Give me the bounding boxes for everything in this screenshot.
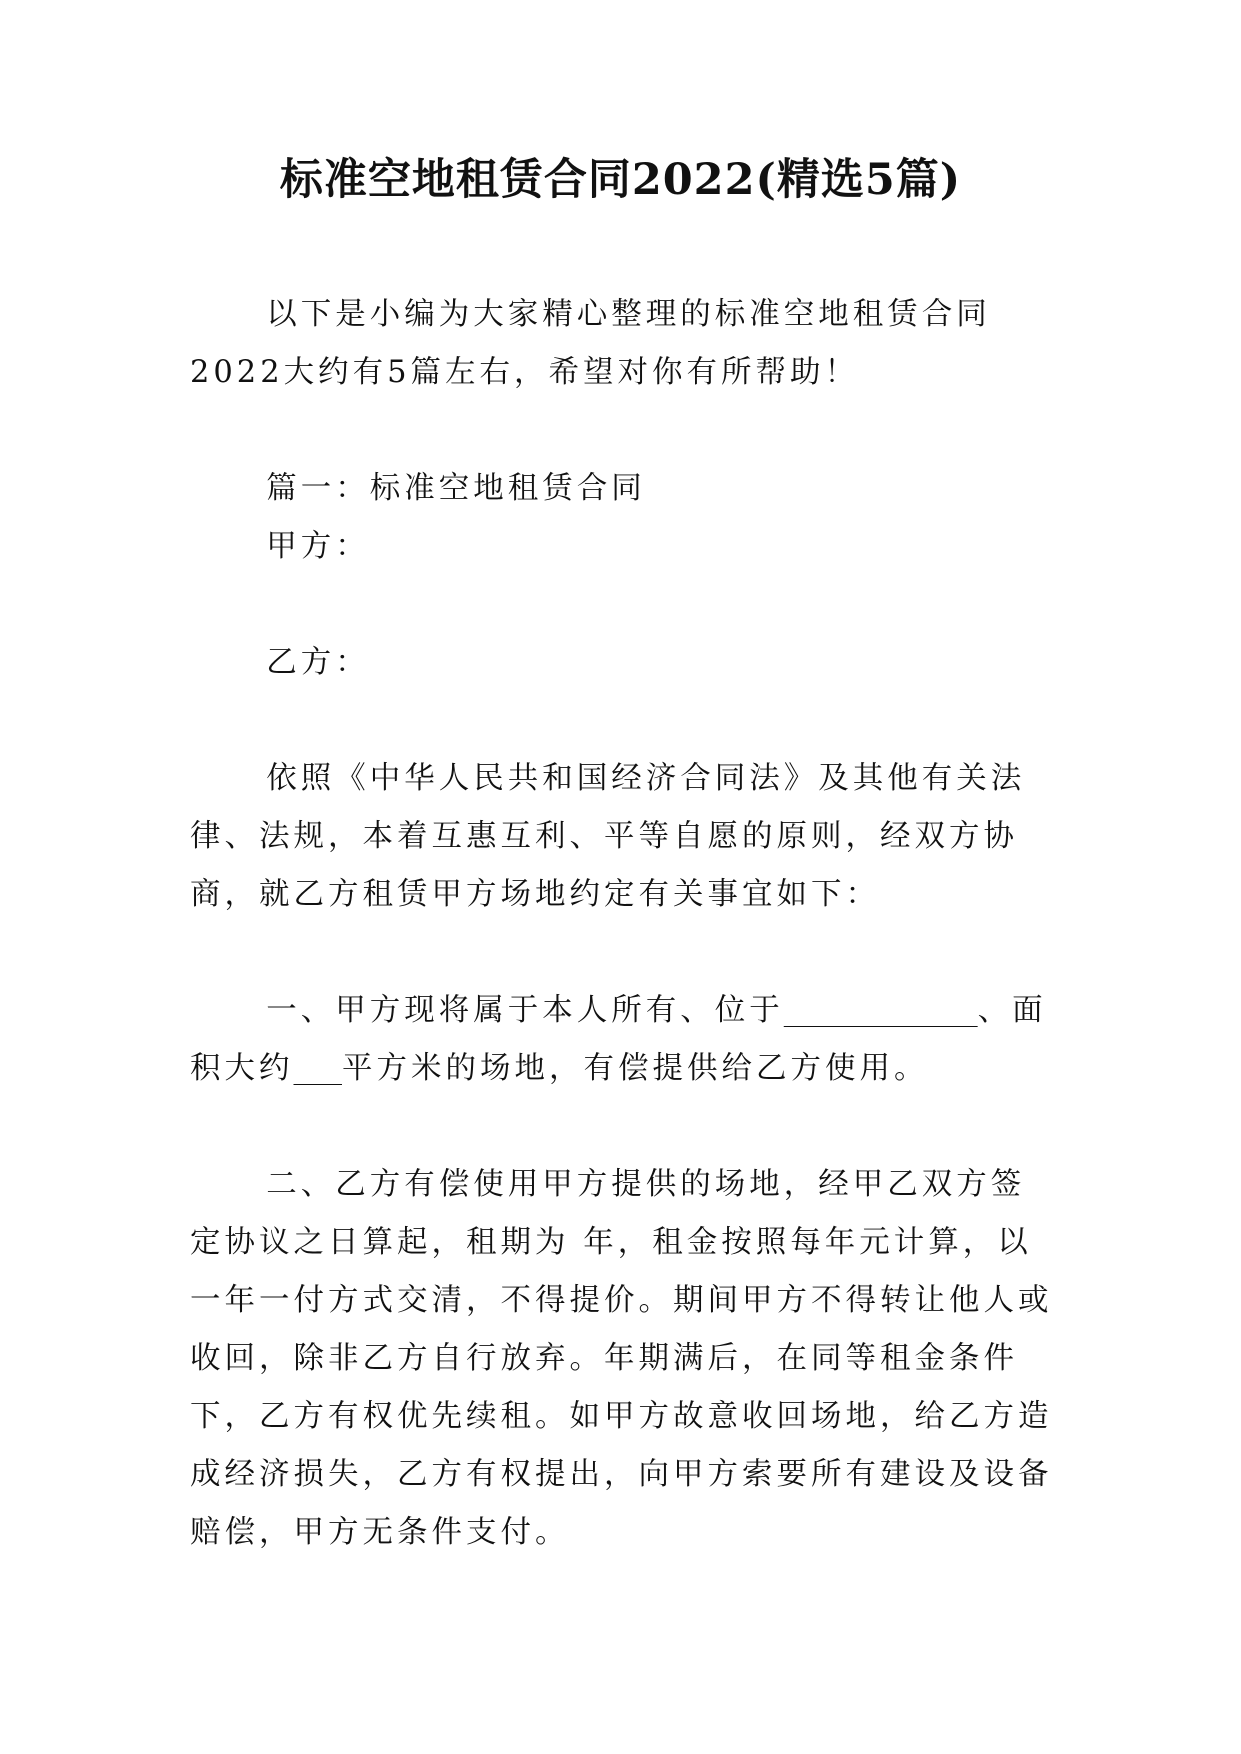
document-title: 标准空地租赁合同2022(精选5篇) (279, 155, 962, 205)
clause-1-paragraph (190, 982, 1055, 1098)
paragraph-spacer (190, 576, 1055, 634)
paragraph-spacer (190, 402, 1055, 460)
intro-paragraph: 以下是小编为大家精心整理的标准空地租赁合同2022大约有5篇左右，希望对你有所帮助！ (190, 297, 991, 390)
clause-1-text-a: 一、甲方现将属于本人所有、位于 (266, 993, 784, 1028)
paragraph-spacer (190, 692, 1055, 750)
document-body (190, 286, 1055, 1562)
party-a-line: 甲方： (266, 529, 370, 564)
clause-2-paragraph: 二、乙方有偿使用甲方提供的场地，经甲乙双方签定协议之日算起，租期为 年，租金按照每年元计算，以一年一付方式交清，不得提价。期间甲方不得转让他人或收回，除非乙方自行放弃。年期满后，在同等租金条件下，乙方有权优先续租。如甲方故意收回场地，给乙方造成经济损失，乙方有权提出，向甲方索要所有建设及设备赔偿，甲方无条件支付。 (190, 1167, 1053, 1550)
clause-1-text-c: 平方米的场地，有偿提供给乙方使用。 (341, 1051, 929, 1086)
paragraph-spacer (190, 924, 1055, 982)
paragraph-spacer (190, 1098, 1055, 1156)
party-b-line: 乙方： (266, 645, 370, 680)
preamble-paragraph: 依照《中华人民共和国经济合同法》及其他有关法律、法规，本着互惠互利、平等自愿的原则，经双方协商，就乙方租赁甲方场地约定有关事宜如下： (190, 761, 1026, 912)
location-blank (784, 993, 978, 1028)
area-blank (294, 1051, 342, 1086)
section-heading: 篇一：标准空地租赁合同 (266, 471, 646, 506)
clause-1-text-b: 、面积大约 (190, 993, 1047, 1086)
